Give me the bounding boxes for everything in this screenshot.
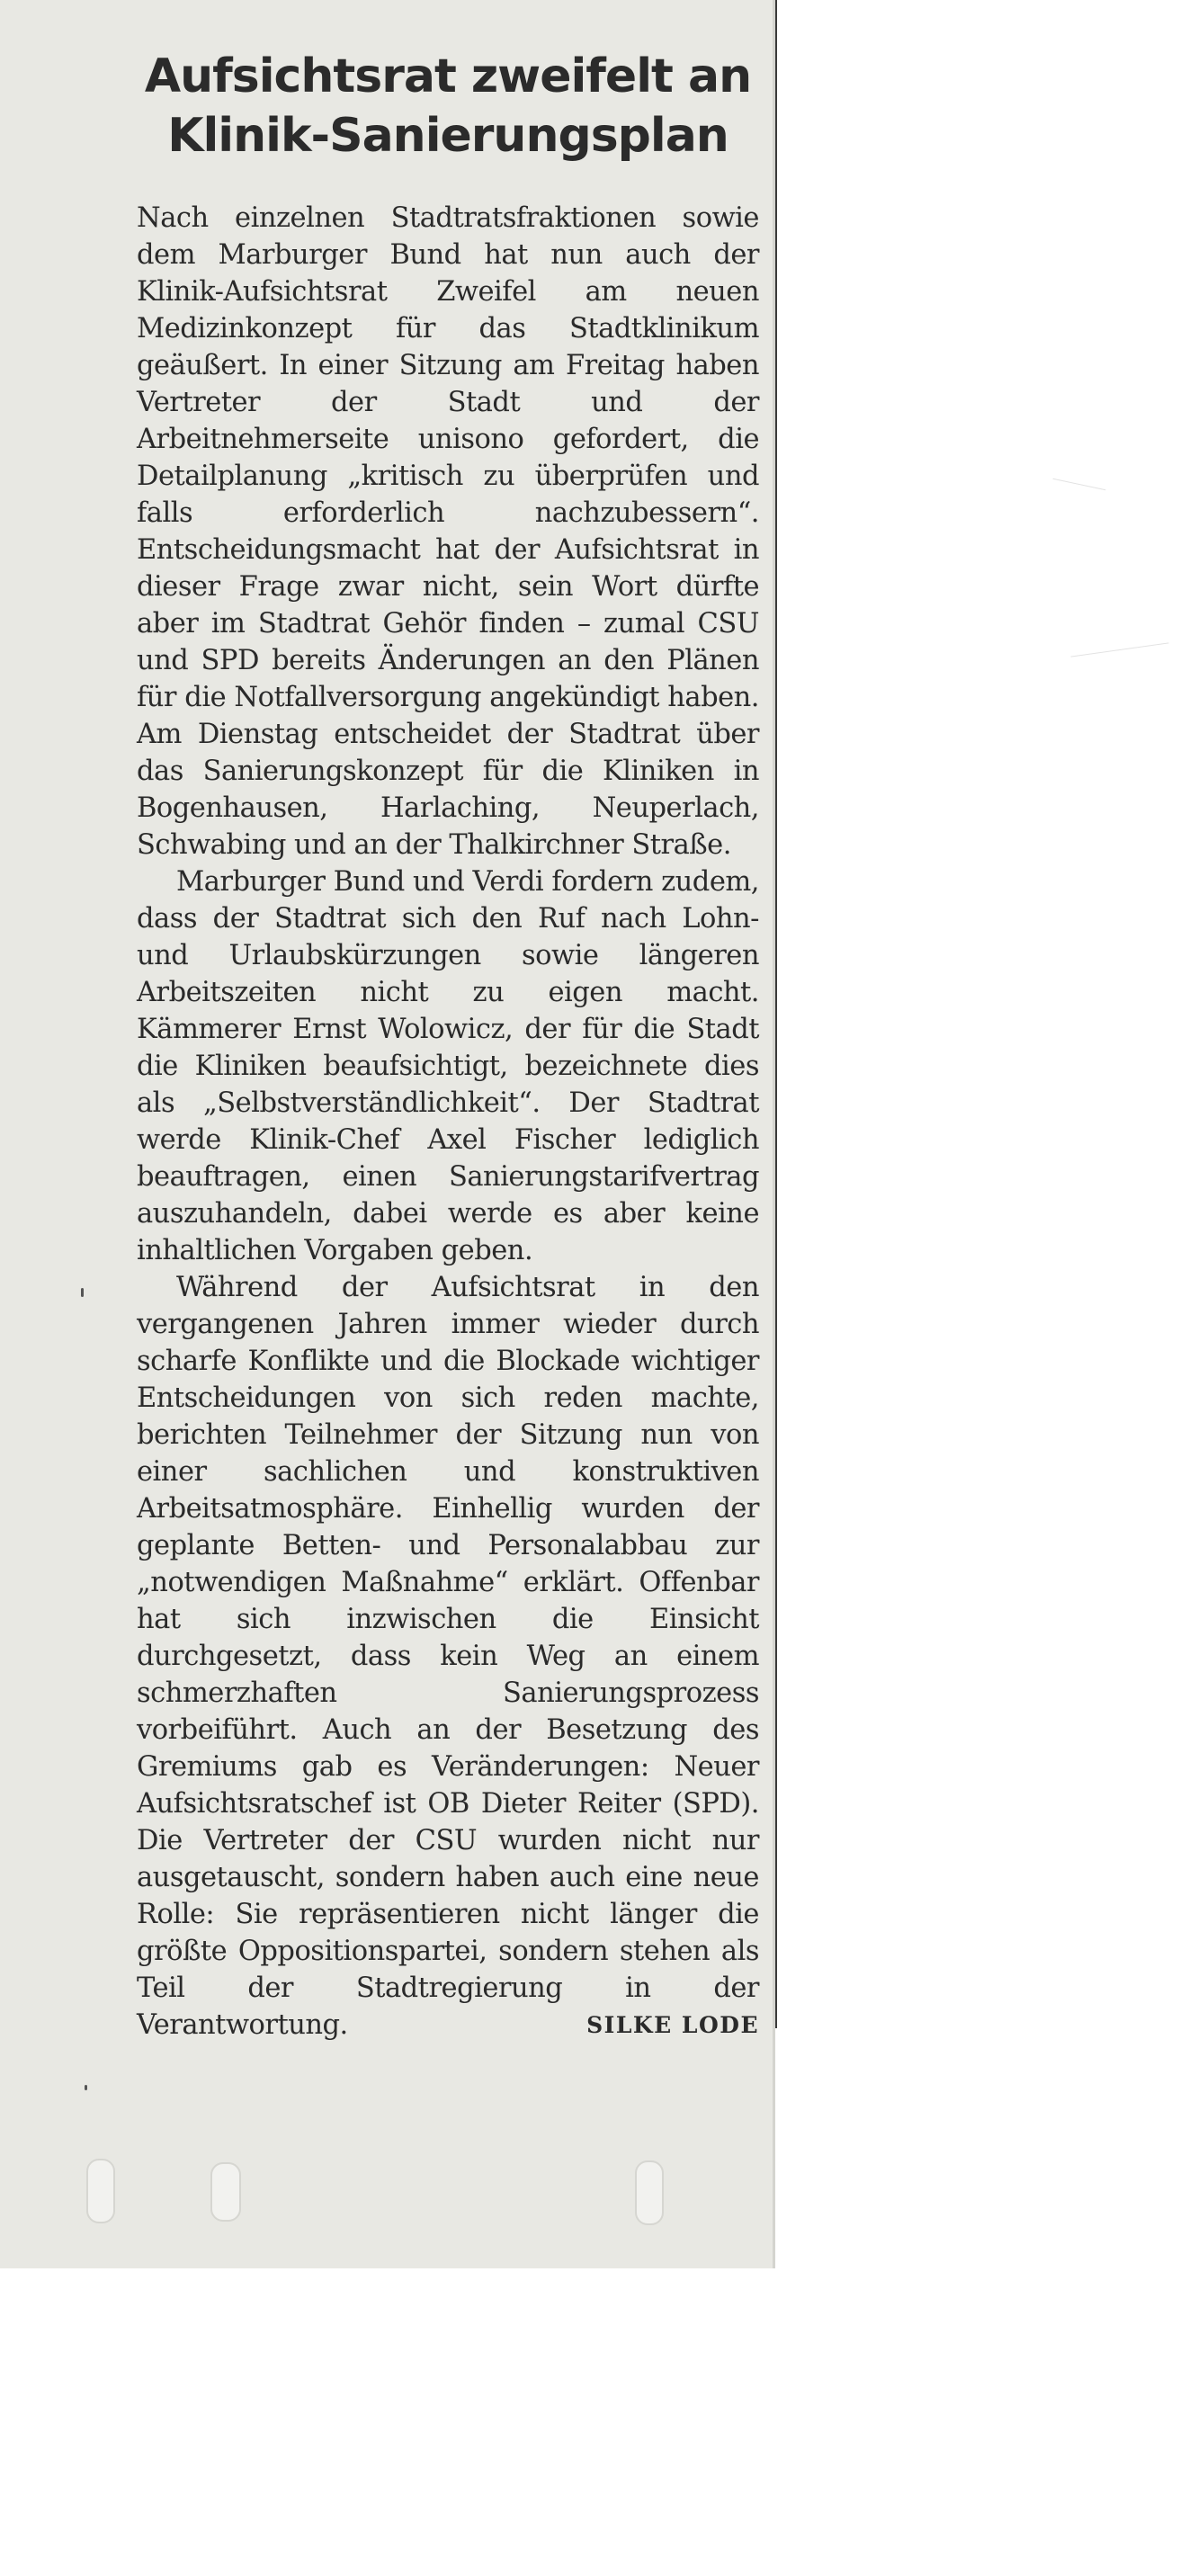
- headline: [137, 47, 759, 165]
- scan-speck: [81, 1288, 84, 1297]
- author-byline: SILKE LODE: [586, 2012, 759, 2038]
- staple-mark-center: [210, 2162, 241, 2222]
- headline-line-1: Aufsichtsrat zweifelt an: [144, 49, 752, 103]
- article-body: [137, 200, 759, 2044]
- paragraph-3-text: Während der Aufsichtsrat in den vergangenen Jahren immer wieder durch scharfe Konflikte und die Blockade wichtiger Entscheidungen von sich reden machte, berichten Teilnehmer der Sitzung nun von einer sachlichen und konstruktiven Arbeitsatmosphäre. Einhellig wurden der geplante Betten- und Personalabbau zur „notwendigen Maßnahme“ erklärt. Offenbar hat sich inzwischen die Einsicht durchgesetzt, dass kein Weg an einem schmerzhaften Sanierungsprozess vorbeiführt. Auch an der Besetzung des Gremiums gab es Veränderungen: Neuer Aufsichtsratschef ist OB Dieter Reiter (SPD). Die Vertreter der CSU wurden nicht nur ausgetauscht, sondern haben auch eine neue Rolle: Sie repräsentieren nicht länger die größte Oppositionspartei, sondern stehen als Teil der Stadtregierung in der Verantwortung.: [137, 1272, 759, 2041]
- scan-crease: [1053, 479, 1106, 490]
- scan-speck: [85, 2085, 87, 2090]
- staple-mark-right: [635, 2160, 664, 2225]
- paragraph-3: [137, 1269, 759, 2044]
- paragraph-1: Nach einzelnen Stadtratsfraktionen sowie dem Marburger Bund hat nun auch der Klinik-Aufsichtsrat Zweifel am neuen Medizinkonzept für das Stadtklinikum geäußert. In einer Sitzung am Freitag haben Vertreter der Stadt und der Arbeitnehmerseite unisono gefordert, die Detailplanung „kritisch zu überprüfen und falls erforderlich nachzubessern“. Entscheidungsmacht hat der Aufsichtsrat in dieser Frage zwar nicht, sein Wort dürfte aber im Stadtrat Gehör finden – zumal CSU und SPD bereits Änderungen an den Plänen für die Notfallversorgung angekündigt haben. Am Dienstag entscheidet der Stadtrat über das Sanierungskonzept für die Kliniken in Bogenhausen, Harlaching, Neuperlach, Schwabing und an der Thalkirchner Straße.: [137, 202, 759, 861]
- scan-crease: [1070, 642, 1168, 657]
- paragraph-2: Marburger Bund und Verdi fordern zudem, dass der Stadtrat sich den Ruf nach Lohn- und Urlaubskürzungen sowie längeren Arbeitszeiten nicht zu eigen macht. Kämmerer Ernst Wolowicz, der für die Stadt die Kliniken beaufsichtigt, bezeichnete dies als „Selbstverständlichkeit“. Der Stadtrat werde Klinik-Chef Axel Fischer lediglich beauftragen, einen Sanierungstarifvertrag auszuhandeln, dabei werde es aber keine inhaltlichen Vorgaben geben.: [137, 866, 759, 1266]
- article: [137, 36, 759, 2044]
- staple-mark-left: [86, 2159, 115, 2223]
- column-rule: [775, 0, 777, 2028]
- headline-line-2: Klinik-Sanierungsplan: [167, 109, 729, 163]
